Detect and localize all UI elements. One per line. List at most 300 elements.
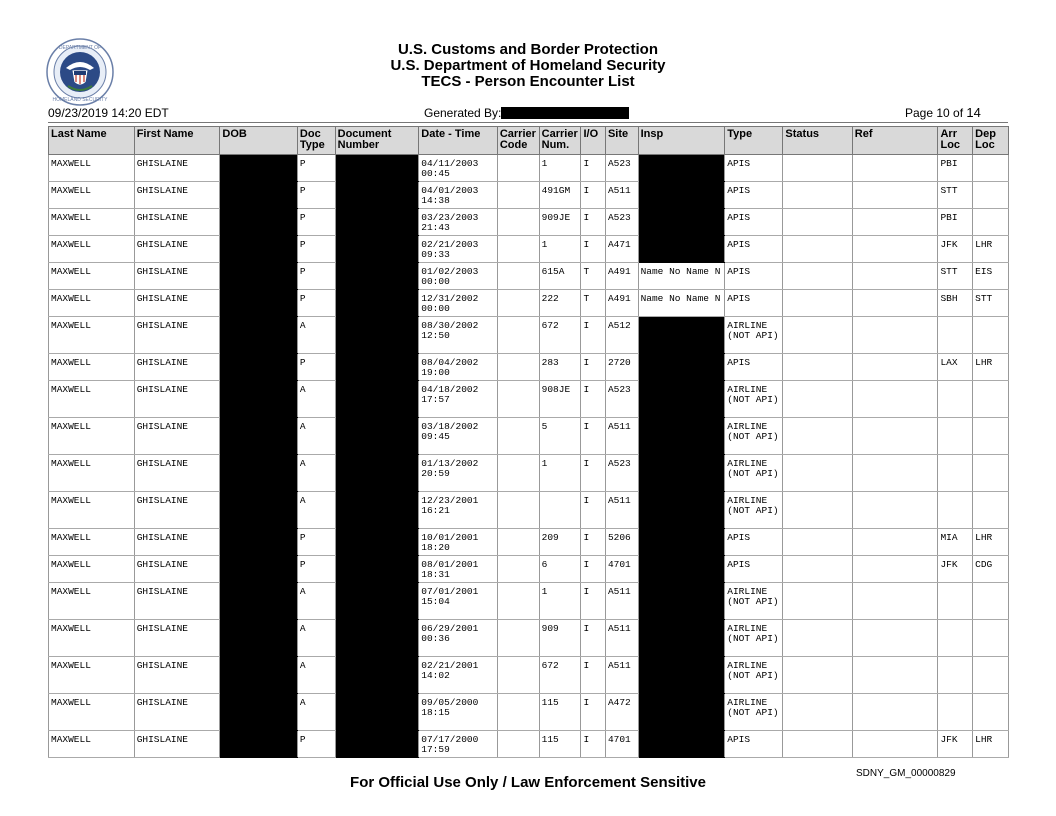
cell-site: A511	[605, 418, 638, 455]
cell-arr-loc	[938, 620, 973, 657]
cell-insp: Name No Name N	[638, 263, 725, 290]
cell-date-time: 01/13/2002 20:59	[419, 455, 498, 492]
cell-carrier-num: 1	[539, 155, 581, 182]
header-department: U.S. Department of Homeland Security	[390, 57, 666, 74]
cell-dob-redacted	[220, 620, 298, 657]
cell-arr-loc	[938, 694, 973, 731]
cell-dep-loc: EIS	[973, 263, 1009, 290]
cell-last-name: MAXWELL	[49, 354, 135, 381]
table-row	[49, 182, 1009, 209]
table-row	[49, 583, 1009, 620]
cell-ref	[852, 263, 938, 290]
cell-ref	[852, 182, 938, 209]
cell-insp-redacted	[638, 694, 725, 731]
cell-carrier-num: 209	[539, 529, 581, 556]
header-agency: U.S. Customs and Border Protection	[397, 41, 659, 58]
col-io: I/O	[581, 127, 605, 155]
cell-site: A511	[605, 492, 638, 529]
cell-site: 2720	[605, 354, 638, 381]
cell-doc-type: A	[297, 620, 335, 657]
cell-document-number-redacted	[335, 155, 419, 182]
cell-carrier-num: 1	[539, 455, 581, 492]
cell-dob-redacted	[220, 529, 298, 556]
cell-dob-redacted	[220, 155, 298, 182]
cell-first-name: GHISLAINE	[134, 354, 220, 381]
cell-status	[783, 556, 852, 583]
cell-status	[783, 418, 852, 455]
cell-carrier-code	[497, 694, 539, 731]
cell-dob-redacted	[220, 290, 298, 317]
cell-date-time: 04/11/2003 00:45	[419, 155, 498, 182]
cell-carrier-num	[539, 492, 581, 529]
cell-site: A511	[605, 620, 638, 657]
cell-document-number-redacted	[335, 209, 419, 236]
cell-arr-loc	[938, 381, 973, 418]
cell-carrier-code	[497, 155, 539, 182]
cell-type: AIRLINE (NOT API)	[725, 455, 783, 492]
cell-document-number-redacted	[335, 354, 419, 381]
cell-carrier-code	[497, 731, 539, 758]
cell-dob-redacted	[220, 317, 298, 354]
cell-site: A523	[605, 209, 638, 236]
cell-date-time: 10/01/2001 18:20	[419, 529, 498, 556]
cell-type: AIRLINE (NOT API)	[725, 317, 783, 354]
cell-first-name: GHISLAINE	[134, 694, 220, 731]
cell-carrier-code	[497, 657, 539, 694]
cell-dep-loc: STT	[973, 290, 1009, 317]
table-row	[49, 354, 1009, 381]
cell-doc-type: A	[297, 381, 335, 418]
cell-doc-type: A	[297, 418, 335, 455]
cell-dep-loc	[973, 694, 1009, 731]
cell-insp-redacted	[638, 556, 725, 583]
cell-arr-loc	[938, 583, 973, 620]
cell-arr-loc	[938, 418, 973, 455]
cell-site: A523	[605, 381, 638, 418]
cell-io: T	[581, 290, 605, 317]
cell-dob-redacted	[220, 694, 298, 731]
cell-dob-redacted	[220, 182, 298, 209]
cell-io: I	[581, 317, 605, 354]
cell-io: I	[581, 492, 605, 529]
cell-last-name: MAXWELL	[49, 556, 135, 583]
cell-document-number-redacted	[335, 694, 419, 731]
cell-ref	[852, 529, 938, 556]
table-row	[49, 290, 1009, 317]
cell-dep-loc	[973, 583, 1009, 620]
cell-insp-redacted	[638, 236, 725, 263]
cell-last-name: MAXWELL	[49, 263, 135, 290]
cell-date-time: 02/21/2003 09:33	[419, 236, 498, 263]
cell-dob-redacted	[220, 492, 298, 529]
col-doc-type: Doc Type	[297, 127, 335, 155]
cell-dep-loc: LHR	[973, 731, 1009, 758]
cell-status	[783, 209, 852, 236]
cell-carrier-num: 672	[539, 317, 581, 354]
table-row	[49, 381, 1009, 418]
cell-doc-type: A	[297, 694, 335, 731]
cell-status	[783, 381, 852, 418]
cell-first-name: GHISLAINE	[134, 529, 220, 556]
cell-ref	[852, 620, 938, 657]
table-row	[49, 263, 1009, 290]
cell-io: I	[581, 620, 605, 657]
cell-ref	[852, 731, 938, 758]
cell-io: I	[581, 455, 605, 492]
cell-insp-redacted	[638, 731, 725, 758]
cell-carrier-code	[497, 236, 539, 263]
cell-io: T	[581, 263, 605, 290]
cell-carrier-code	[497, 317, 539, 354]
cell-dob-redacted	[220, 583, 298, 620]
cell-doc-type: A	[297, 317, 335, 354]
cell-dep-loc	[973, 620, 1009, 657]
cell-dep-loc: LHR	[973, 354, 1009, 381]
cell-type: APIS	[725, 354, 783, 381]
cell-ref	[852, 354, 938, 381]
cell-ref	[852, 381, 938, 418]
col-insp: Insp	[638, 127, 725, 155]
cell-first-name: GHISLAINE	[134, 182, 220, 209]
cell-ref	[852, 236, 938, 263]
cell-doc-type: P	[297, 529, 335, 556]
generated-by	[424, 106, 629, 120]
cell-first-name: GHISLAINE	[134, 418, 220, 455]
cell-insp-redacted	[638, 209, 725, 236]
cell-arr-loc	[938, 492, 973, 529]
cell-document-number-redacted	[335, 317, 419, 354]
col-type: Type	[725, 127, 783, 155]
cell-carrier-num: 115	[539, 731, 581, 758]
col-arr-loc: Arr Loc	[938, 127, 973, 155]
cell-date-time: 02/21/2001 14:02	[419, 657, 498, 694]
cell-type: APIS	[725, 556, 783, 583]
cell-carrier-num: 283	[539, 354, 581, 381]
cell-doc-type: P	[297, 155, 335, 182]
cell-date-time: 04/01/2003 14:38	[419, 182, 498, 209]
cell-doc-type: A	[297, 583, 335, 620]
col-site: Site	[605, 127, 638, 155]
cell-ref	[852, 657, 938, 694]
cell-date-time: 06/29/2001 00:36	[419, 620, 498, 657]
cell-dep-loc	[973, 155, 1009, 182]
cell-first-name: GHISLAINE	[134, 556, 220, 583]
cell-first-name: GHISLAINE	[134, 492, 220, 529]
cell-date-time: 07/17/2000 17:59	[419, 731, 498, 758]
cell-dob-redacted	[220, 209, 298, 236]
cell-carrier-code	[497, 182, 539, 209]
cell-dep-loc: LHR	[973, 529, 1009, 556]
table-row	[49, 236, 1009, 263]
cell-first-name: GHISLAINE	[134, 155, 220, 182]
table-row	[49, 529, 1009, 556]
cell-insp-redacted	[638, 155, 725, 182]
cell-carrier-num: 615A	[539, 263, 581, 290]
table-row	[49, 657, 1009, 694]
cell-site: A523	[605, 455, 638, 492]
cell-document-number-redacted	[335, 731, 419, 758]
cell-type: APIS	[725, 290, 783, 317]
dhs-seal-icon	[46, 38, 114, 106]
generated-by-label: Generated By:	[424, 106, 502, 120]
cell-carrier-num: 1	[539, 583, 581, 620]
cell-type: AIRLINE (NOT API)	[725, 418, 783, 455]
cell-status	[783, 155, 852, 182]
col-last-name: Last Name	[49, 127, 135, 155]
cell-status	[783, 620, 852, 657]
cell-type: AIRLINE (NOT API)	[725, 381, 783, 418]
cell-io: I	[581, 182, 605, 209]
cell-dob-redacted	[220, 263, 298, 290]
table-row	[49, 209, 1009, 236]
cell-document-number-redacted	[335, 657, 419, 694]
cell-insp-redacted	[638, 317, 725, 354]
cell-insp-redacted	[638, 492, 725, 529]
cell-insp-redacted	[638, 583, 725, 620]
cell-type: APIS	[725, 155, 783, 182]
cell-carrier-num: 908JE	[539, 381, 581, 418]
cell-date-time: 04/18/2002 17:57	[419, 381, 498, 418]
cell-type: AIRLINE (NOT API)	[725, 583, 783, 620]
cell-document-number-redacted	[335, 620, 419, 657]
cell-last-name: MAXWELL	[49, 418, 135, 455]
cell-ref	[852, 317, 938, 354]
cell-arr-loc: MIA	[938, 529, 973, 556]
cell-doc-type: P	[297, 731, 335, 758]
cell-document-number-redacted	[335, 455, 419, 492]
cell-dep-loc	[973, 381, 1009, 418]
cell-carrier-code	[497, 455, 539, 492]
cell-doc-type: P	[297, 556, 335, 583]
cell-date-time: 08/04/2002 19:00	[419, 354, 498, 381]
cell-carrier-num: 5	[539, 418, 581, 455]
col-carrier-code: Carrier Code	[497, 127, 539, 155]
col-date-time: Date - Time	[419, 127, 498, 155]
page-label: Page 10 of	[905, 106, 964, 120]
cell-dob-redacted	[220, 381, 298, 418]
cell-io: I	[581, 236, 605, 263]
cell-document-number-redacted	[335, 529, 419, 556]
cell-carrier-code	[497, 492, 539, 529]
col-status: Status	[783, 127, 852, 155]
cell-insp-redacted	[638, 381, 725, 418]
cell-site: A512	[605, 317, 638, 354]
col-first-name: First Name	[134, 127, 220, 155]
cell-last-name: MAXWELL	[49, 455, 135, 492]
cell-carrier-num: 6	[539, 556, 581, 583]
cell-status	[783, 657, 852, 694]
cell-date-time: 07/01/2001 15:04	[419, 583, 498, 620]
cell-doc-type: A	[297, 455, 335, 492]
cell-site: A491	[605, 290, 638, 317]
cell-first-name: GHISLAINE	[134, 620, 220, 657]
table-row	[49, 317, 1009, 354]
redacted-generated-by	[501, 107, 629, 119]
cell-doc-type: P	[297, 236, 335, 263]
cell-document-number-redacted	[335, 381, 419, 418]
cell-document-number-redacted	[335, 263, 419, 290]
cell-type: APIS	[725, 182, 783, 209]
cell-dep-loc	[973, 418, 1009, 455]
cell-arr-loc: PBI	[938, 155, 973, 182]
cell-last-name: MAXWELL	[49, 620, 135, 657]
cell-dob-redacted	[220, 418, 298, 455]
cell-date-time: 03/23/2003 21:43	[419, 209, 498, 236]
cell-io: I	[581, 354, 605, 381]
cell-ref	[852, 455, 938, 492]
cell-first-name: GHISLAINE	[134, 290, 220, 317]
cell-ref	[852, 556, 938, 583]
cell-status	[783, 694, 852, 731]
cell-status	[783, 731, 852, 758]
cell-dob-redacted	[220, 236, 298, 263]
cell-carrier-num: 222	[539, 290, 581, 317]
cell-carrier-num: 909	[539, 620, 581, 657]
cell-insp-redacted	[638, 455, 725, 492]
cell-carrier-code	[497, 583, 539, 620]
cell-dob-redacted	[220, 455, 298, 492]
cell-site: 5206	[605, 529, 638, 556]
cell-type: APIS	[725, 209, 783, 236]
cell-date-time: 09/05/2000 18:15	[419, 694, 498, 731]
cell-insp-redacted	[638, 657, 725, 694]
cell-arr-loc	[938, 317, 973, 354]
cell-status	[783, 182, 852, 209]
cell-dob-redacted	[220, 657, 298, 694]
cell-carrier-code	[497, 529, 539, 556]
cell-arr-loc: JFK	[938, 556, 973, 583]
table-row	[49, 620, 1009, 657]
cell-site: A511	[605, 182, 638, 209]
cell-doc-type: P	[297, 354, 335, 381]
cell-io: I	[581, 529, 605, 556]
cell-io: I	[581, 694, 605, 731]
cell-carrier-code	[497, 209, 539, 236]
cell-ref	[852, 492, 938, 529]
cell-dep-loc	[973, 455, 1009, 492]
cell-io: I	[581, 209, 605, 236]
cell-ref	[852, 418, 938, 455]
cell-insp-redacted	[638, 529, 725, 556]
cell-ref	[852, 155, 938, 182]
cell-dep-loc	[973, 182, 1009, 209]
cell-document-number-redacted	[335, 492, 419, 529]
table-header-row	[49, 127, 1009, 155]
cell-doc-type: P	[297, 290, 335, 317]
cell-insp-redacted	[638, 620, 725, 657]
cell-date-time: 03/18/2002 09:45	[419, 418, 498, 455]
cell-document-number-redacted	[335, 290, 419, 317]
page-total: 14	[966, 105, 981, 120]
cell-last-name: MAXWELL	[49, 182, 135, 209]
cell-type: AIRLINE (NOT API)	[725, 492, 783, 529]
cell-status	[783, 492, 852, 529]
cell-insp-redacted	[638, 354, 725, 381]
cell-dob-redacted	[220, 556, 298, 583]
cell-carrier-num: 491GM	[539, 182, 581, 209]
cell-status	[783, 236, 852, 263]
cell-doc-type: P	[297, 209, 335, 236]
cell-dob-redacted	[220, 731, 298, 758]
cell-status	[783, 529, 852, 556]
cell-carrier-code	[497, 620, 539, 657]
cell-last-name: MAXWELL	[49, 583, 135, 620]
table-row	[49, 492, 1009, 529]
col-ref: Ref	[852, 127, 938, 155]
cell-insp-redacted	[638, 182, 725, 209]
cell-io: I	[581, 381, 605, 418]
cell-dep-loc: CDG	[973, 556, 1009, 583]
cell-last-name: MAXWELL	[49, 236, 135, 263]
table-row	[49, 418, 1009, 455]
cell-site: A523	[605, 155, 638, 182]
cell-date-time: 08/30/2002 12:50	[419, 317, 498, 354]
cell-status	[783, 583, 852, 620]
cell-carrier-code	[497, 290, 539, 317]
cell-first-name: GHISLAINE	[134, 317, 220, 354]
svg-text:DEPARTMENT OF: DEPARTMENT OF	[58, 45, 102, 51]
cell-arr-loc	[938, 657, 973, 694]
cell-site: A511	[605, 657, 638, 694]
cell-arr-loc: STT	[938, 182, 973, 209]
cell-ref	[852, 583, 938, 620]
cell-status	[783, 317, 852, 354]
header-rule	[48, 122, 1008, 123]
col-dep-loc: Dep Loc	[973, 127, 1009, 155]
cell-first-name: GHISLAINE	[134, 381, 220, 418]
cell-doc-type: P	[297, 182, 335, 209]
cell-carrier-num: 672	[539, 657, 581, 694]
bates-number: SDNY_GM_00000829	[856, 768, 956, 779]
cell-first-name: GHISLAINE	[134, 263, 220, 290]
cell-io: I	[581, 556, 605, 583]
cell-type: AIRLINE (NOT API)	[725, 694, 783, 731]
cell-io: I	[581, 155, 605, 182]
cell-last-name: MAXWELL	[49, 529, 135, 556]
cell-arr-loc: LAX	[938, 354, 973, 381]
cell-date-time: 12/23/2001 16:21	[419, 492, 498, 529]
cell-carrier-code	[497, 381, 539, 418]
cell-site: A491	[605, 263, 638, 290]
cell-site: 4701	[605, 556, 638, 583]
cell-type: APIS	[725, 529, 783, 556]
cell-doc-type: P	[297, 263, 335, 290]
cell-arr-loc	[938, 455, 973, 492]
cell-type: APIS	[725, 263, 783, 290]
cell-site: A471	[605, 236, 638, 263]
cell-last-name: MAXWELL	[49, 381, 135, 418]
cell-last-name: MAXWELL	[49, 694, 135, 731]
report-title: TECS - Person Encounter List	[421, 73, 635, 90]
cell-document-number-redacted	[335, 556, 419, 583]
cell-first-name: GHISLAINE	[134, 236, 220, 263]
cell-first-name: GHISLAINE	[134, 455, 220, 492]
cell-type: APIS	[725, 731, 783, 758]
cell-arr-loc: JFK	[938, 236, 973, 263]
cell-io: I	[581, 418, 605, 455]
cell-dob-redacted	[220, 354, 298, 381]
cell-site: A472	[605, 694, 638, 731]
page-indicator	[905, 106, 981, 120]
cell-dep-loc: LHR	[973, 236, 1009, 263]
cell-document-number-redacted	[335, 182, 419, 209]
cell-status	[783, 455, 852, 492]
cell-doc-type: A	[297, 492, 335, 529]
cell-site: 4701	[605, 731, 638, 758]
cell-insp-redacted	[638, 418, 725, 455]
cell-status	[783, 263, 852, 290]
cell-status	[783, 290, 852, 317]
